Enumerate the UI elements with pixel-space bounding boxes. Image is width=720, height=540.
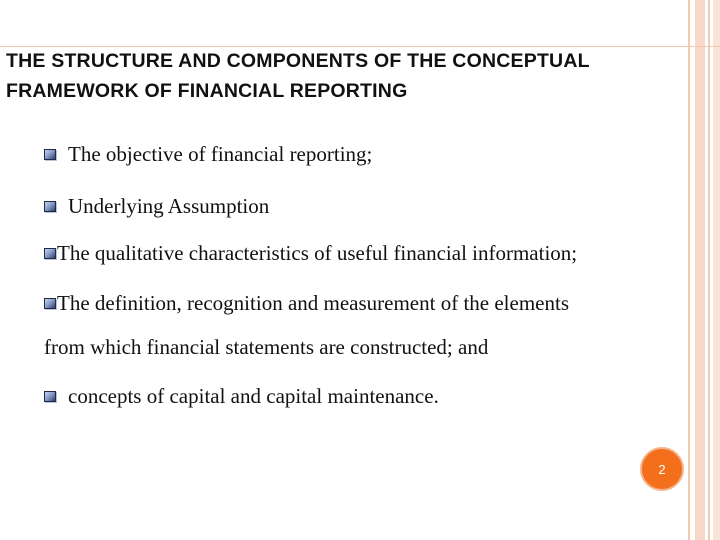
- bullet-text: The objective of financial reporting;: [68, 142, 373, 166]
- square-bullet-icon: [44, 248, 56, 259]
- square-bullet-icon: [44, 391, 56, 402]
- bullet-item: [44, 384, 439, 409]
- decorative-stripe: [695, 0, 705, 540]
- slide-title: THE STRUCTURE AND COMPONENTS OF THE CONCEPTUAL FRAMEWORK OF FINANCIAL REPORTING: [6, 50, 590, 102]
- decorative-stripe: [688, 0, 690, 540]
- decorative-stripe: [713, 0, 720, 540]
- decorative-stripe: [708, 0, 710, 540]
- square-bullet-icon: [44, 201, 56, 212]
- bullet-text: concepts of capital and capital maintenance.: [68, 384, 439, 408]
- bullet-item: [44, 241, 577, 266]
- page-number-badge: 2: [640, 447, 684, 491]
- bullet-item: [44, 194, 269, 219]
- bullet-item: [44, 291, 569, 316]
- square-bullet-icon: [44, 298, 56, 309]
- bullet-item: [44, 142, 372, 167]
- bullet-text: The definition, recognition and measurement of the elements: [57, 291, 569, 315]
- square-bullet-icon: [44, 149, 56, 160]
- bullet-continuation: from which financial statements are constructed; and: [44, 335, 489, 359]
- bullet-text: Underlying Assumption: [68, 194, 270, 218]
- bullet-text: The qualitative characteristics of useful financial information;: [57, 241, 578, 265]
